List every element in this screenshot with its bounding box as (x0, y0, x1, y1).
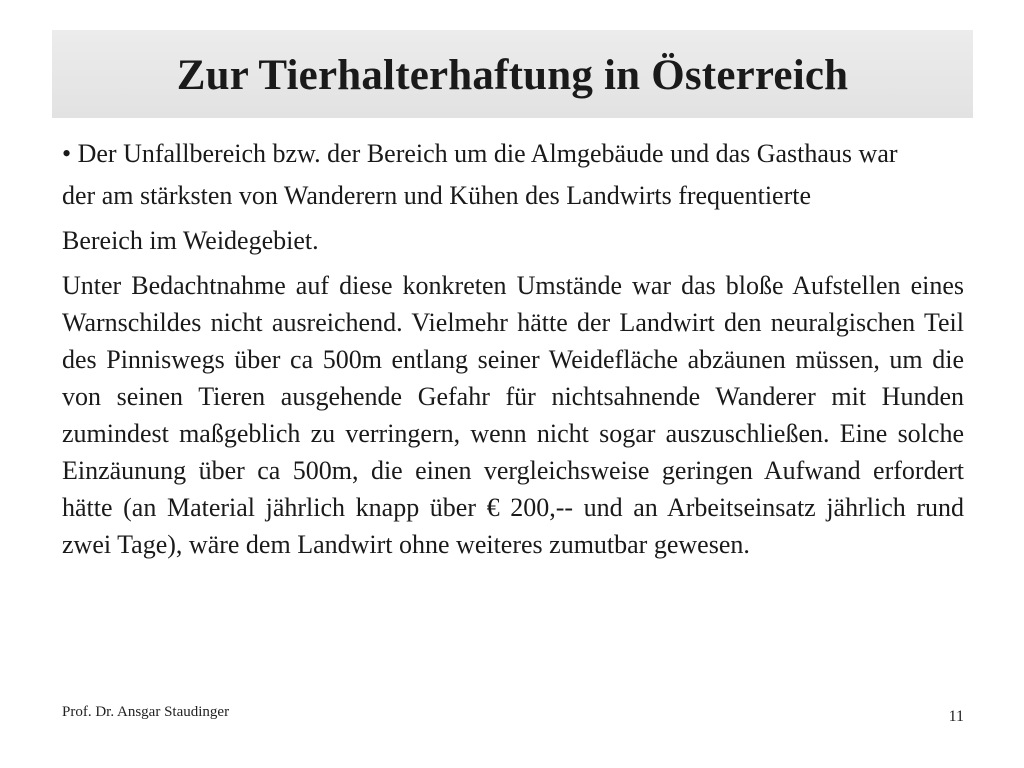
bullet-paragraph-1: • Der Unfallbereich bzw. der Bereich um die Almgebäude und das Gasthaus war (62, 139, 898, 168)
footer-author: Prof. Dr. Ansgar Staudinger (62, 704, 230, 720)
title-bar (52, 30, 973, 118)
paragraph-line-2: der am stärksten von Wanderern und Kühen des Landwirts frequentierte (62, 181, 812, 210)
page-number: 11 (948, 708, 964, 725)
paragraph-line-3: Bereich im Weidegebiet. (62, 226, 319, 255)
slide-title: Zur Tierhalterhaftung in Österreich (176, 51, 849, 99)
slide-content (62, 138, 964, 563)
paragraph-main: Unter Bedachtnahme auf diese konkreten Umstände war das bloße Aufstellen eines Warnschildes nicht ausreichend. Vielmehr hätte der Landwirt den neuralgischen Teil des Pinniswegs über ca 500m entlang seiner Weidefläche abzäunen müssen, um die von seinen Tieren ausgehende Gefahr für nichtsahnende Wanderer mit Hunden zumindest maßgeblich zu verringern, wenn nicht sogar auszuschließen. Eine solche Einzäunung über ca 500m, die einen vergleichsweise geringen Aufwand erfordert hätte (an Material jährlich knapp über € 200,-- und an Arbeitseinsatz jährlich rund zwei Tage), wäre dem Landwirt ohne weiteres zumutbar gewesen. (62, 271, 964, 559)
